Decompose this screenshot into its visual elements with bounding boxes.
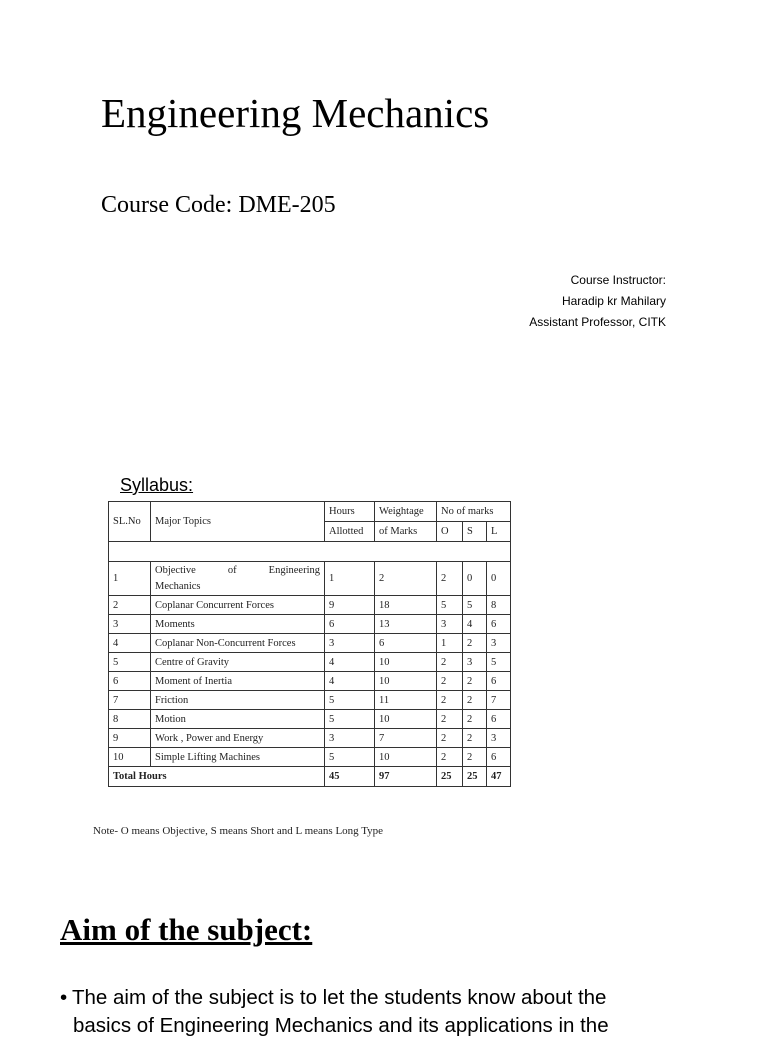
cell-o: 1 (437, 634, 463, 653)
cell-sl: 9 (109, 729, 151, 748)
cell-l: 6 (487, 672, 511, 691)
cell-hours: 5 (325, 748, 375, 767)
header-s: S (463, 522, 487, 542)
cell-hours: 5 (325, 710, 375, 729)
cell-o: 2 (437, 672, 463, 691)
cell-topic: Moment of Inertia (151, 672, 325, 691)
aim-bullet-line1: The aim of the subject is to let the students know about the (72, 986, 607, 1009)
total-l: 47 (487, 767, 511, 787)
cell-o: 2 (437, 710, 463, 729)
total-label: Total Hours (109, 767, 325, 787)
cell-weightage: 10 (375, 653, 437, 672)
cell-topic: Coplanar Non-Concurrent Forces (151, 634, 325, 653)
total-hours: 45 (325, 767, 375, 787)
cell-l: 3 (487, 729, 511, 748)
cell-weightage: 18 (375, 596, 437, 615)
bullet-dot-icon: • (60, 986, 68, 1009)
syllabus-table (108, 501, 511, 787)
cell-weightage: 11 (375, 691, 437, 710)
cell-sl: 10 (109, 748, 151, 767)
cell-s: 2 (463, 729, 487, 748)
header-no-of-marks: No of marks (437, 502, 511, 522)
cell-l: 0 (487, 562, 511, 596)
cell-s: 3 (463, 653, 487, 672)
cell-s: 2 (463, 691, 487, 710)
header-hours-line1: Hours (325, 502, 375, 522)
cell-weightage: 10 (375, 748, 437, 767)
cell-sl: 3 (109, 615, 151, 634)
table-note: Note- O means Objective, S means Short and L means Long Type (93, 825, 384, 837)
header-weightage-line2: of Marks (375, 522, 437, 542)
cell-s: 4 (463, 615, 487, 634)
cell-weightage: 10 (375, 710, 437, 729)
cell-topic: Simple Lifting Machines (151, 748, 325, 767)
table-blank-row (109, 542, 511, 562)
total-weightage: 97 (375, 767, 437, 787)
cell-s: 0 (463, 562, 487, 596)
cell-hours: 5 (325, 691, 375, 710)
cell-o: 2 (437, 653, 463, 672)
instructor-name: Haradip kr Mahilary (561, 294, 666, 308)
cell-sl: 6 (109, 672, 151, 691)
cell-o: 2 (437, 748, 463, 767)
cell-hours: 3 (325, 634, 375, 653)
cell-weightage: 6 (375, 634, 437, 653)
cell-hours: 6 (325, 615, 375, 634)
cell-hours: 4 (325, 653, 375, 672)
cell-s: 2 (463, 710, 487, 729)
table-row (109, 615, 511, 634)
cell-topic: Motion (151, 710, 325, 729)
cell-sl: 4 (109, 634, 151, 653)
table-row (109, 691, 511, 710)
total-o: 25 (437, 767, 463, 787)
table-row (109, 710, 511, 729)
document-title: Engineering Mechanics (101, 90, 490, 136)
table-row (109, 634, 511, 653)
instructor-label: Course Instructor: (570, 273, 666, 287)
cell-topic: Objective of Engineering Mechanics (151, 562, 325, 596)
header-sl-no: SL.No (109, 502, 151, 542)
cell-l: 8 (487, 596, 511, 615)
cell-weightage: 13 (375, 615, 437, 634)
course-code: Course Code: DME-205 (101, 192, 336, 218)
cell-l: 3 (487, 634, 511, 653)
cell-l: 6 (487, 748, 511, 767)
cell-l: 6 (487, 615, 511, 634)
header-l: L (487, 522, 511, 542)
cell-o: 2 (437, 729, 463, 748)
table-total-row (109, 767, 511, 787)
aim-bullet (60, 984, 720, 1040)
cell-s: 2 (463, 634, 487, 653)
cell-topic: Friction (151, 691, 325, 710)
total-s: 25 (463, 767, 487, 787)
cell-s: 2 (463, 748, 487, 767)
header-o: O (437, 522, 463, 542)
cell-topic: Moments (151, 615, 325, 634)
table-row (109, 748, 511, 767)
cell-s: 5 (463, 596, 487, 615)
cell-o: 3 (437, 615, 463, 634)
cell-topic: Coplanar Concurrent Forces (151, 596, 325, 615)
cell-sl: 1 (109, 562, 151, 596)
cell-hours: 1 (325, 562, 375, 596)
header-weightage-line1: Weightage (375, 502, 437, 522)
table-row (109, 672, 511, 691)
table-row (109, 729, 511, 748)
cell-hours: 4 (325, 672, 375, 691)
cell-l: 6 (487, 710, 511, 729)
cell-weightage: 10 (375, 672, 437, 691)
cell-o: 2 (437, 562, 463, 596)
cell-s: 2 (463, 672, 487, 691)
cell-hours: 3 (325, 729, 375, 748)
cell-topic: Centre of Gravity (151, 653, 325, 672)
table-row (109, 653, 511, 672)
cell-l: 5 (487, 653, 511, 672)
cell-hours: 9 (325, 596, 375, 615)
cell-weightage: 2 (375, 562, 437, 596)
cell-sl: 8 (109, 710, 151, 729)
cell-o: 5 (437, 596, 463, 615)
cell-l: 7 (487, 691, 511, 710)
table-header-row (109, 502, 511, 522)
header-major-topics: Major Topics (151, 502, 325, 542)
table-row (109, 562, 511, 596)
syllabus-label: Syllabus: (120, 475, 194, 495)
cell-sl: 5 (109, 653, 151, 672)
instructor-position: Assistant Professor, CITK (529, 315, 666, 329)
cell-sl: 2 (109, 596, 151, 615)
aim-heading: Aim of the subject: (60, 912, 313, 947)
aim-bullet-line2: basics of Engineering Mechanics and its applications in the (73, 1014, 609, 1037)
cell-o: 2 (437, 691, 463, 710)
instructor-block (529, 270, 666, 333)
cell-sl: 7 (109, 691, 151, 710)
header-hours-line2: Allotted (325, 522, 375, 542)
table-row (109, 596, 511, 615)
cell-weightage: 7 (375, 729, 437, 748)
cell-topic: Work , Power and Energy (151, 729, 325, 748)
